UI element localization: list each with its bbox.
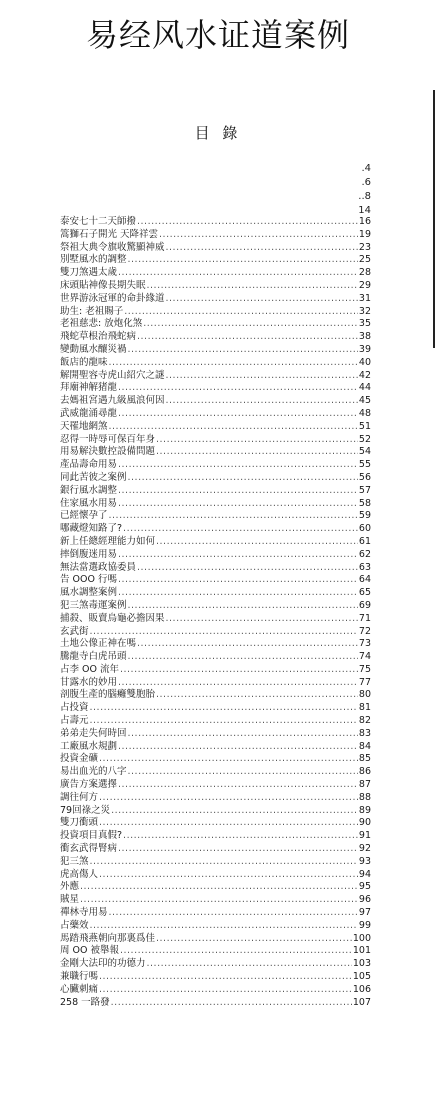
- toc-entry-page: 52: [358, 433, 371, 445]
- toc-entry-page: 97: [358, 907, 371, 919]
- toc-entry[interactable]: [60, 344, 371, 357]
- toc-entry[interactable]: [60, 817, 371, 830]
- toc-entry[interactable]: [60, 267, 371, 280]
- toc-entry-title: 祭祖大典令旗收驚顯神威: [60, 241, 165, 253]
- toc-entry-page: 55: [358, 459, 371, 471]
- toc-entry-title: 世界游泳冠軍的命卦緣道: [60, 292, 165, 304]
- toc-entry-title: 武威龍涌尋龍: [60, 407, 118, 419]
- toc-entry-page: 51: [358, 420, 371, 432]
- dot-leader: [109, 510, 358, 523]
- toc-entry[interactable]: [60, 894, 371, 907]
- toc-entry-title: 忍得一時辱可保百年身: [60, 433, 156, 445]
- toc-entry[interactable]: [60, 536, 371, 549]
- dot-leader: [124, 306, 358, 319]
- toc-entry-page: 40: [358, 356, 371, 368]
- toc-entry[interactable]: [60, 485, 371, 498]
- dot-leader: [137, 216, 358, 229]
- toc-entry[interactable]: [60, 843, 371, 856]
- toc-entry-page: 83: [358, 727, 371, 739]
- toc-entry[interactable]: [60, 280, 371, 293]
- dot-leader: [109, 907, 358, 920]
- toc-entry-title: 飯店的龍味: [60, 356, 108, 368]
- dot-leader: [120, 664, 358, 677]
- toc-entry-title: 哪藏燈知路了?: [60, 523, 123, 535]
- toc-entry-page: 80: [358, 689, 371, 701]
- dot-leader: [118, 574, 358, 587]
- toc-entry-page: 57: [358, 484, 371, 496]
- toc-entry-page: 19: [358, 228, 371, 240]
- dot-leader: [99, 971, 352, 984]
- dot-leader: [118, 587, 358, 600]
- dot-leader: [111, 805, 358, 818]
- toc-entry[interactable]: [60, 472, 371, 485]
- toc-entry-page: 44: [358, 382, 371, 394]
- toc-entry-page: 96: [358, 894, 371, 906]
- toc-entry[interactable]: [60, 651, 371, 664]
- toc-entry-page: 32: [358, 305, 371, 317]
- dot-leader: [99, 817, 358, 830]
- dot-leader: [159, 229, 358, 242]
- toc-entry-page: 92: [358, 843, 371, 855]
- toc-entry-title: 占藥效: [60, 919, 89, 931]
- toc-entry[interactable]: [60, 728, 371, 741]
- toc-entry[interactable]: [60, 318, 371, 331]
- toc-entry[interactable]: [60, 562, 371, 575]
- toc-entry-page: 90: [358, 817, 371, 829]
- toc-entry-page: 77: [358, 676, 371, 688]
- toc-entry[interactable]: [60, 689, 371, 702]
- front-page-number: ..8: [358, 191, 371, 202]
- toc-entry[interactable]: [60, 510, 371, 523]
- toc-entry[interactable]: [60, 523, 371, 536]
- dot-leader: [128, 254, 358, 267]
- dot-leader: [99, 984, 352, 997]
- dot-leader: [90, 715, 358, 728]
- dot-leader: [118, 485, 358, 498]
- toc-entry-page: 100: [352, 932, 371, 944]
- front-page-number: .6: [361, 177, 371, 188]
- toc-entry-page: 85: [358, 753, 371, 765]
- toc-entry[interactable]: [60, 434, 371, 447]
- toc-entry-page: 56: [358, 471, 371, 483]
- toc-entry[interactable]: [60, 997, 371, 1010]
- toc-entry-page: 87: [358, 779, 371, 791]
- toc-entry-title: 解開聖容寺虎山紹穴之謎: [60, 369, 165, 381]
- dot-leader: [118, 843, 358, 856]
- toc-entry-page: 61: [358, 535, 371, 547]
- dot-leader: [90, 626, 358, 639]
- toc-entry-title: 別墅風水的調整: [60, 254, 127, 266]
- toc-entry-title: 虎高傷人: [60, 868, 99, 880]
- dot-leader: [109, 421, 358, 434]
- toc-entry-page: 60: [358, 523, 371, 535]
- toc-entry-page: 86: [358, 766, 371, 778]
- dot-leader: [90, 702, 358, 715]
- toc-entry-page: 103: [352, 958, 371, 970]
- toc-entry[interactable]: [60, 971, 371, 984]
- toc-entry-title: 甘露水的妙用: [60, 676, 118, 688]
- toc-entry-title: 老祖慈悲: 放炮化煞: [60, 318, 143, 330]
- toc-entry-page: 39: [358, 343, 371, 355]
- dot-leader: [99, 792, 358, 805]
- dot-leader: [147, 958, 352, 971]
- toc-entry[interactable]: [60, 805, 371, 818]
- toc-entry-page: 69: [358, 599, 371, 611]
- toc-entry[interactable]: [60, 907, 371, 920]
- toc-entry[interactable]: [60, 753, 371, 766]
- toc-entry-title: 禪林寺用易: [60, 907, 108, 919]
- dot-leader: [118, 459, 358, 472]
- toc-entry-title: 兼職行嗎: [60, 971, 99, 983]
- dot-leader: [166, 370, 358, 383]
- toc-entry-page: 48: [358, 407, 371, 419]
- toc-entry[interactable]: [60, 638, 371, 651]
- dot-leader: [118, 498, 358, 511]
- table-of-contents: [60, 216, 371, 1009]
- toc-entry[interactable]: [60, 945, 371, 958]
- toc-entry-title: 泰安七十二天師撥: [60, 216, 137, 227]
- toc-entry-title: 金剛大法印的功德力: [60, 958, 146, 970]
- toc-entry-title: 摔倒腹迷用易: [60, 548, 118, 560]
- toc-entry-title: 占壽元: [60, 715, 89, 727]
- toc-entry-title: 犯三煞: [60, 855, 89, 867]
- toc-entry[interactable]: [60, 741, 371, 754]
- toc-entry[interactable]: [60, 920, 371, 933]
- front-page-number: .4: [361, 163, 371, 174]
- toc-entry-page: 63: [358, 561, 371, 573]
- toc-entry-page: 16: [358, 216, 371, 227]
- dot-leader: [156, 689, 358, 702]
- toc-entry-page: 107: [352, 996, 371, 1008]
- toc-entry-page: 89: [358, 804, 371, 816]
- toc-entry-title: 258 一路發: [60, 996, 110, 1008]
- toc-entry-title: 飛蛇草根治飛蛇病: [60, 331, 137, 343]
- toc-entry[interactable]: [60, 357, 371, 370]
- toc-entry-page: 81: [358, 702, 371, 714]
- toc-entry-title: 篙獅石子開光 天降祥雲: [60, 228, 159, 240]
- toc-entry[interactable]: [60, 984, 371, 997]
- toc-entry[interactable]: [60, 677, 371, 690]
- toc-entry-title: 投資項目真假?: [60, 830, 123, 842]
- toc-entry-title: 易出血光的八字: [60, 766, 127, 778]
- toc-entry-title: 無法當選政協委員: [60, 561, 137, 573]
- toc-entry-page: 84: [358, 740, 371, 752]
- toc-entry[interactable]: [60, 933, 371, 946]
- toc-entry[interactable]: [60, 958, 371, 971]
- toc-entry-title: 床頭貼神像長期失眠: [60, 279, 146, 291]
- toc-entry-title: 占投資: [60, 702, 89, 714]
- toc-entry-page: 73: [358, 638, 371, 650]
- toc-entry-page: 72: [358, 625, 371, 637]
- dot-leader: [120, 945, 352, 958]
- toc-entry[interactable]: [60, 766, 371, 779]
- toc-entry[interactable]: [60, 216, 371, 229]
- toc-entry-title: 已經懷孕了: [60, 510, 108, 522]
- toc-entry-title: 心臟刺痛: [60, 983, 99, 995]
- toc-entry-page: 38: [358, 331, 371, 343]
- toc-entry[interactable]: [60, 242, 371, 255]
- toc-entry-title: 助生: 老祖賜子: [60, 305, 124, 317]
- toc-entry-title: 調往何方: [60, 791, 99, 803]
- toc-entry[interactable]: [60, 715, 371, 728]
- toc-entry[interactable]: [60, 600, 371, 613]
- toc-entry[interactable]: [60, 408, 371, 421]
- toc-entry[interactable]: [60, 306, 371, 319]
- front-page-number: 14: [358, 205, 371, 216]
- toc-entry-title: 雙刀衝頭: [60, 817, 99, 829]
- toc-entry[interactable]: [60, 702, 371, 715]
- toc-entry-title: 廣告方案選擇: [60, 779, 118, 791]
- toc-entry[interactable]: [60, 498, 371, 511]
- toc-entry-title: 同此苦彼之案例: [60, 471, 127, 483]
- dot-leader: [137, 331, 358, 344]
- toc-entry[interactable]: [60, 293, 371, 306]
- toc-entry-title: 外應: [60, 881, 80, 893]
- toc-entry-title: 投資金礦: [60, 753, 99, 765]
- toc-entry-page: 45: [358, 395, 371, 407]
- dot-leader: [118, 741, 358, 754]
- toc-entry-page: 88: [358, 791, 371, 803]
- toc-entry-title: 拜廟神解猪龍: [60, 382, 118, 394]
- toc-entry[interactable]: [60, 331, 371, 344]
- toc-entry-title: 剖腹生產的腦癱雙胞胎: [60, 689, 156, 701]
- toc-entry[interactable]: [60, 792, 371, 805]
- toc-entry-title: 占李 OO 流年: [60, 663, 119, 675]
- toc-entry-title: 風水調整案例: [60, 587, 118, 599]
- dot-leader: [118, 408, 358, 421]
- toc-entry-title: 土地公像正神在嗎: [60, 638, 137, 650]
- toc-entry-title: 住家風水用易: [60, 497, 118, 509]
- toc-entry-page: 29: [358, 279, 371, 291]
- dot-leader: [128, 472, 358, 485]
- toc-entry[interactable]: [60, 370, 371, 383]
- dot-leader: [123, 523, 358, 536]
- toc-entry-title: 弟弟走失何時回: [60, 727, 127, 739]
- dot-leader: [128, 766, 358, 779]
- dot-leader: [123, 830, 358, 843]
- dot-leader: [156, 446, 358, 459]
- dot-leader: [156, 434, 358, 447]
- toc-entry-page: 106: [352, 983, 371, 995]
- toc-entry-page: 91: [358, 830, 371, 842]
- toc-entry[interactable]: [60, 881, 371, 894]
- page-title: 易经风水证道案例: [85, 16, 350, 54]
- toc-entry-page: 94: [358, 868, 371, 880]
- toc-entry[interactable]: [60, 856, 371, 869]
- toc-entry-title: 雙刀煞遇太歲: [60, 267, 118, 279]
- toc-entry[interactable]: [60, 421, 371, 434]
- toc-entry-title: 周 OO 被舉報: [60, 945, 119, 957]
- dot-leader: [166, 293, 358, 306]
- front-matter-pages: [330, 162, 371, 218]
- dot-leader: [80, 881, 358, 894]
- dot-leader: [128, 651, 358, 664]
- dot-leader: [80, 894, 358, 907]
- toc-entry-page: 74: [358, 651, 371, 663]
- toc-entry-page: 101: [352, 945, 371, 957]
- toc-entry-page: 31: [358, 292, 371, 304]
- toc-entry-page: 65: [358, 587, 371, 599]
- toc-entry-page: 93: [358, 855, 371, 867]
- dot-leader: [118, 677, 358, 690]
- dot-leader: [166, 242, 358, 255]
- toc-entry-title: 捕殺、販賣烏龜必擔因果: [60, 612, 165, 624]
- toc-entry-title: 馬踏飛燕朝向那裏爲佳: [60, 932, 156, 944]
- toc-entry-title: 產品壽命用易: [60, 459, 118, 471]
- dot-leader: [156, 933, 352, 946]
- toc-entry[interactable]: [60, 830, 371, 843]
- toc-entry-title: 銀行風水調整: [60, 484, 118, 496]
- toc-entry-page: 25: [358, 254, 371, 266]
- toc-entry-title: 工廠風水規劃: [60, 740, 118, 752]
- toc-entry-page: 62: [358, 548, 371, 560]
- toc-entry-title: 告 OOO 行嗎: [60, 574, 117, 586]
- toc-entry-page: 99: [358, 919, 371, 931]
- toc-entry[interactable]: [60, 459, 371, 472]
- toc-entry-page: 82: [358, 715, 371, 727]
- dot-leader: [147, 280, 358, 293]
- toc-entry-title: 犯三煞毒運案例: [60, 599, 127, 611]
- dot-leader: [90, 920, 358, 933]
- toc-entry[interactable]: [60, 626, 371, 639]
- toc-entry-page: 58: [358, 497, 371, 509]
- dot-leader: [137, 638, 358, 651]
- toc-entry-page: 71: [358, 612, 371, 624]
- toc-entry-title: 變動風水釀災禍: [60, 343, 127, 355]
- toc-entry-page: 42: [358, 369, 371, 381]
- toc-entry[interactable]: [60, 254, 371, 267]
- dot-leader: [128, 728, 358, 741]
- dot-leader: [118, 549, 358, 562]
- toc-entry-page: 75: [358, 663, 371, 675]
- dot-leader: [118, 779, 358, 792]
- toc-entry[interactable]: [60, 229, 371, 242]
- dot-leader: [166, 613, 358, 626]
- toc-entry-title: 賊星: [60, 894, 80, 906]
- dot-leader: [118, 267, 358, 280]
- toc-heading: 目 錄: [194, 124, 242, 142]
- toc-entry-page: 105: [352, 971, 371, 983]
- toc-entry-title: 79回祿之災: [60, 804, 111, 816]
- toc-entry[interactable]: [60, 446, 371, 459]
- toc-entry-title: 新上任總經理能力如何: [60, 535, 156, 547]
- dot-leader: [128, 344, 358, 357]
- toc-entry[interactable]: [60, 779, 371, 792]
- toc-entry[interactable]: [60, 395, 371, 408]
- toc-entry-page: 35: [358, 318, 371, 330]
- toc-entry[interactable]: [60, 613, 371, 626]
- dot-leader: [128, 600, 358, 613]
- dot-leader: [156, 536, 358, 549]
- toc-entry-title: 去媽祖宮遇九級風浪何因: [60, 395, 165, 407]
- toc-entry-title: 衝玄武得腎病: [60, 843, 118, 855]
- toc-entry-page: 95: [358, 881, 371, 893]
- toc-entry[interactable]: [60, 587, 371, 600]
- toc-entry-title: 用易解決數控設備問題: [60, 446, 156, 458]
- dot-leader: [137, 562, 358, 575]
- dot-leader: [166, 395, 358, 408]
- toc-entry-page: 23: [358, 241, 371, 253]
- dot-leader: [90, 856, 358, 869]
- dot-leader: [143, 318, 358, 331]
- toc-entry-page: 64: [358, 574, 371, 586]
- dot-leader: [111, 997, 352, 1010]
- toc-entry-title: 玄武街: [60, 625, 89, 637]
- toc-entry[interactable]: [60, 869, 371, 882]
- toc-entry[interactable]: [60, 382, 371, 395]
- toc-entry[interactable]: [60, 574, 371, 587]
- dot-leader: [109, 357, 358, 370]
- toc-entry-title: 天罹地網煞: [60, 420, 108, 432]
- toc-entry-page: 28: [358, 267, 371, 279]
- dot-leader: [99, 753, 358, 766]
- dot-leader: [118, 382, 358, 395]
- toc-entry[interactable]: [60, 664, 371, 677]
- dot-leader: [99, 869, 358, 882]
- toc-entry-page: 59: [358, 510, 371, 522]
- toc-entry-title: 騰龍寺白虎吊頭: [60, 651, 127, 663]
- toc-entry-page: 54: [358, 446, 371, 458]
- toc-entry[interactable]: [60, 549, 371, 562]
